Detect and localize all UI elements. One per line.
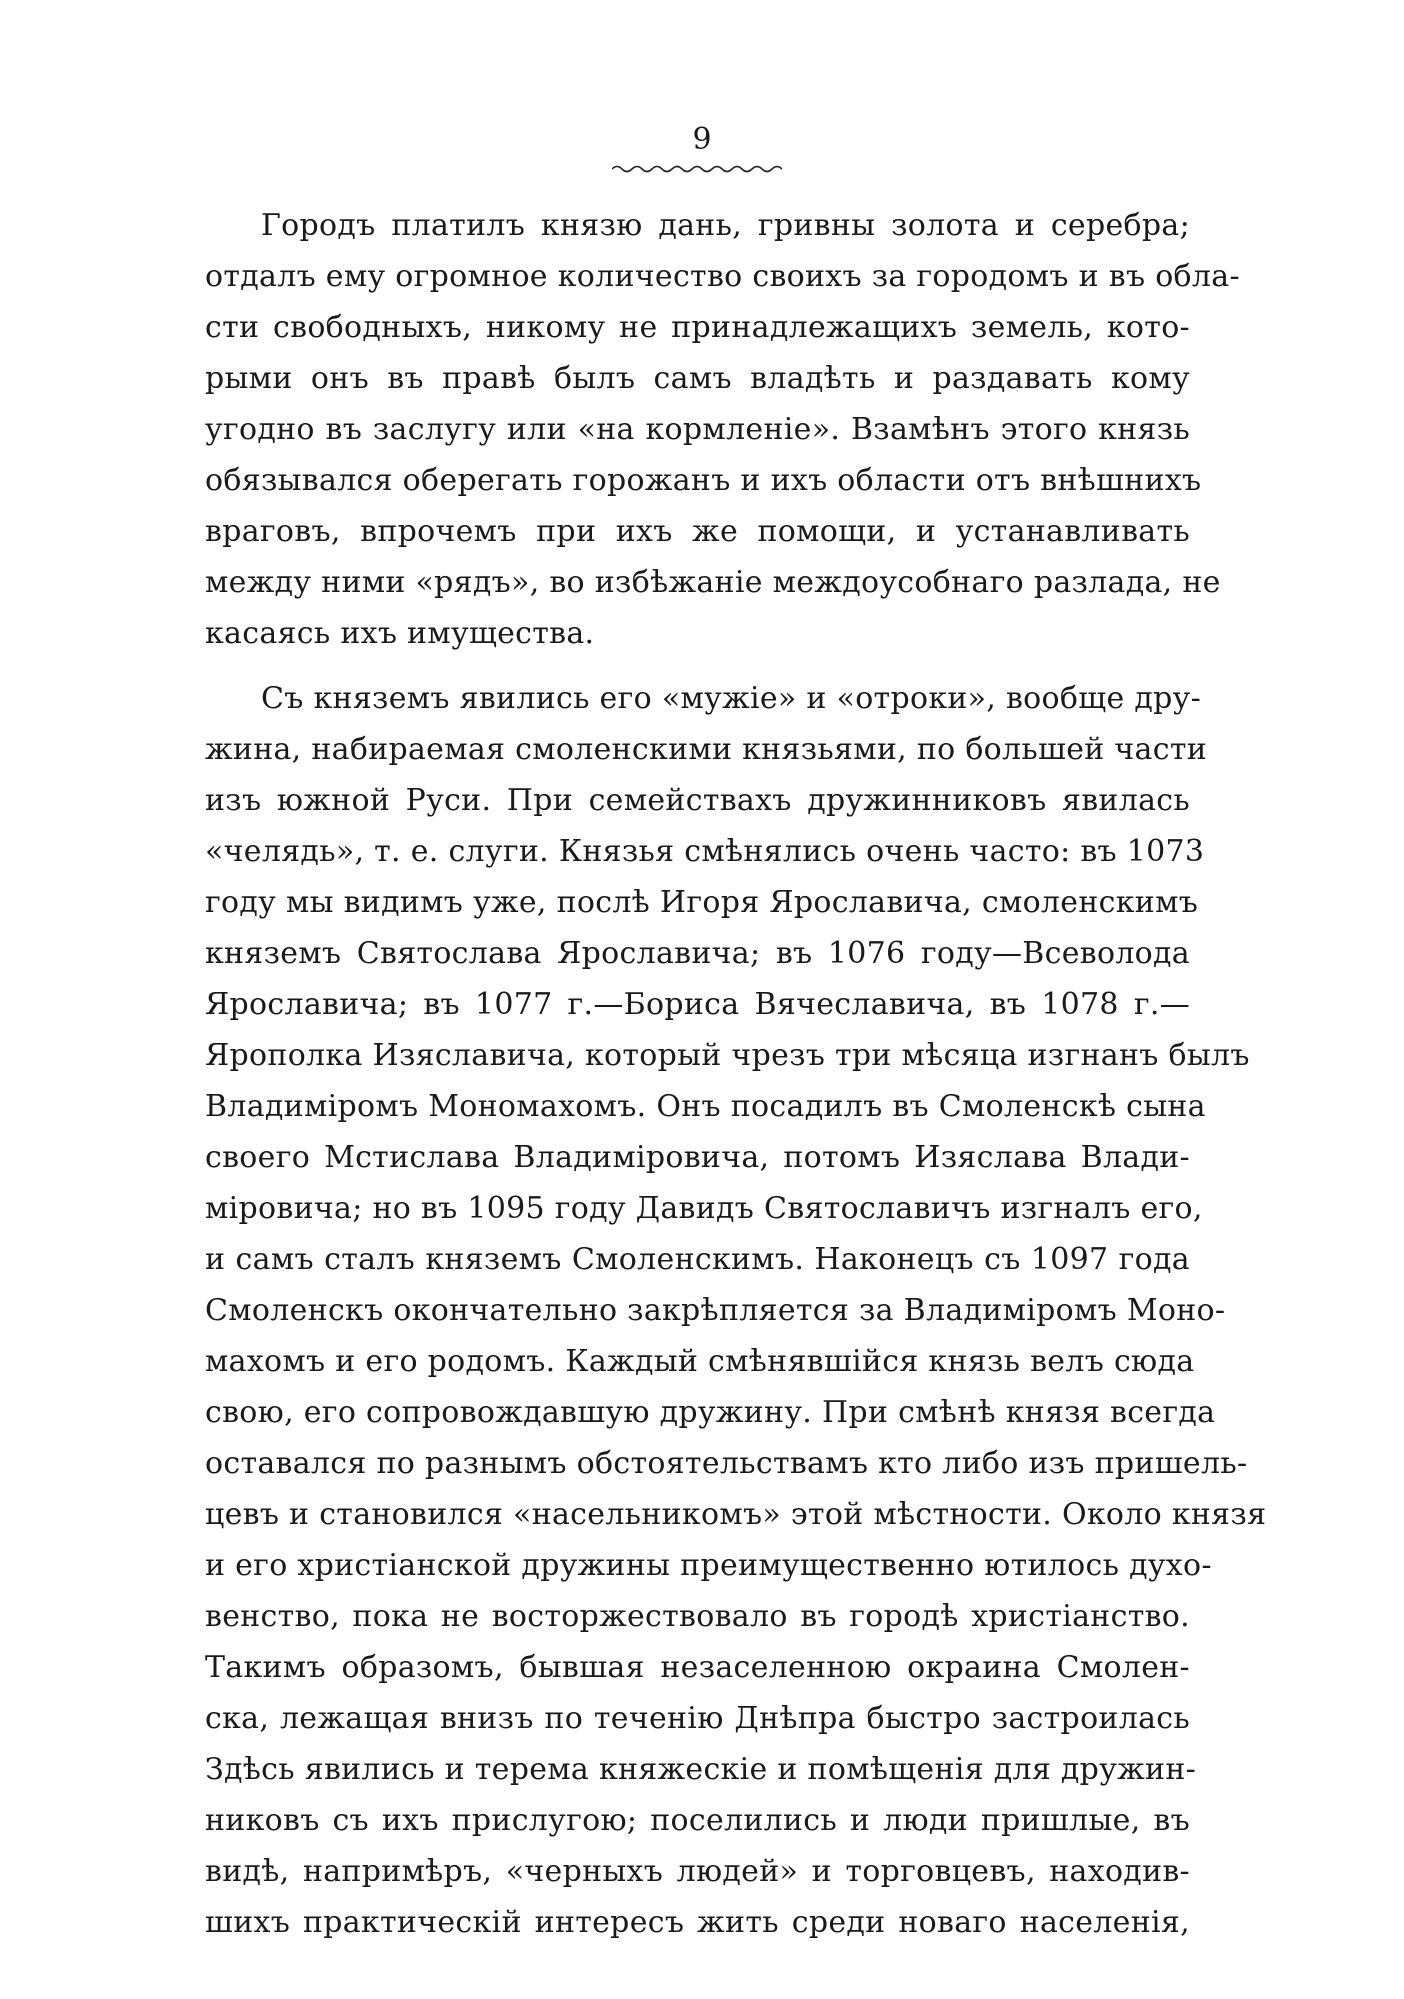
decorative-wavy-rule bbox=[612, 164, 782, 174]
text-line: свою, его сопровождавшую дружину. При смѣнѣ князя всегда bbox=[205, 1395, 1216, 1430]
text-line: касаясь ихъ имущества. bbox=[205, 616, 595, 651]
text-line: угодно въ заслугу или «на кормленіе». Взамѣнъ этого князь bbox=[205, 412, 1190, 447]
text-line: венство, пока не восторжествовало въ городѣ христіанство. bbox=[205, 1599, 1190, 1634]
text-line: Такимъ образомъ, бывшая незаселенною окраина Смолен- bbox=[205, 1650, 1190, 1685]
text-line: Съ княземъ явились его «мужіе» и «отроки», вообще дру- bbox=[261, 681, 1202, 716]
text-line: изъ южной Руси. При семействахъ дружинниковъ явилась bbox=[205, 783, 1190, 818]
paragraph-spacer bbox=[205, 659, 1190, 673]
text-line: обязывался оберегать горожанъ и ихъ области отъ внѣшнихъ bbox=[205, 463, 1202, 498]
text-line: рыми онъ въ правѣ былъ самъ владѣть и раздавать кому bbox=[205, 361, 1190, 396]
text-line: видѣ, напримѣръ, «черныхъ людей» и торговцевъ, находив- bbox=[205, 1854, 1190, 1889]
text-line: отдалъ ему огромное количество своихъ за городомъ и въ обла- bbox=[205, 259, 1240, 294]
text-line: ска, лежащая внизъ по теченію Днѣпра быстро застроилась bbox=[205, 1701, 1190, 1736]
text-line: Ярополка Изяславича, который чрезъ три мѣсяца изгнанъ былъ bbox=[205, 1038, 1250, 1073]
text-line: своего Мстислава Владиміровича, потомъ Изяслава Влади- bbox=[205, 1140, 1190, 1175]
body-text bbox=[205, 200, 1267, 1948]
text-line: сти свободныхъ, никому не принадлежащихъ земель, кото- bbox=[205, 310, 1190, 345]
page-number: 9 bbox=[692, 122, 712, 157]
text-line: «челядь», т. е. слуги. Князья смѣнялись очень часто: въ 1073 bbox=[205, 834, 1205, 869]
text-line: жина, набираемая смоленскими князьями, по большей части bbox=[205, 732, 1208, 767]
paragraph-2 bbox=[205, 673, 1267, 1948]
text-line: враговъ, впрочемъ при ихъ же помощи, и устанавливать bbox=[205, 514, 1190, 549]
text-line: году мы видимъ уже, послѣ Игоря Ярославича, смоленскимъ bbox=[205, 885, 1199, 920]
text-line: княземъ Святослава Ярославича; въ 1076 году—Всеволода bbox=[205, 936, 1190, 971]
text-line: шихъ практическій интересъ жить среди новаго населенія, bbox=[205, 1905, 1190, 1940]
text-line: Смоленскъ окончательно закрѣпляется за Владиміромъ Моно- bbox=[205, 1293, 1226, 1328]
text-line: и самъ сталъ княземъ Смоленскимъ. Наконецъ съ 1097 года bbox=[205, 1242, 1190, 1277]
text-line: цевъ и становился «насельникомъ» этой мѣстности. Около князя bbox=[205, 1497, 1267, 1532]
text-line: Здѣсь явились и терема княжескіе и помѣщенія для дружин- bbox=[205, 1752, 1197, 1787]
text-line: оставался по разнымъ обстоятельствамъ кто либо изъ пришель- bbox=[205, 1446, 1248, 1481]
text-line: и его христіанской дружины преимущественно ютилось духо- bbox=[205, 1548, 1212, 1583]
text-line: никовъ съ ихъ прислугою; поселились и люди пришлые, въ bbox=[205, 1803, 1190, 1838]
text-line: между ними «рядъ», во избѣжаніе междоусобнаго разлада, не bbox=[205, 565, 1221, 600]
text-line: міровича; но въ 1095 году Давидъ Святославичъ изгналъ его, bbox=[205, 1191, 1203, 1226]
text-line: махомъ и его родомъ. Каждый смѣнявшійся князь велъ сюда bbox=[205, 1344, 1195, 1379]
text-line: Ярославича; въ 1077 г.—Бориса Вячеславича, въ 1078 г.— bbox=[205, 987, 1190, 1022]
text-line: Городъ платилъ князю дань, гривны золота и серебра; bbox=[261, 208, 1190, 243]
paragraph-1 bbox=[205, 200, 1240, 659]
text-line: Владиміромъ Мономахомъ. Онъ посадилъ въ Смоленскѣ сына bbox=[205, 1089, 1206, 1124]
